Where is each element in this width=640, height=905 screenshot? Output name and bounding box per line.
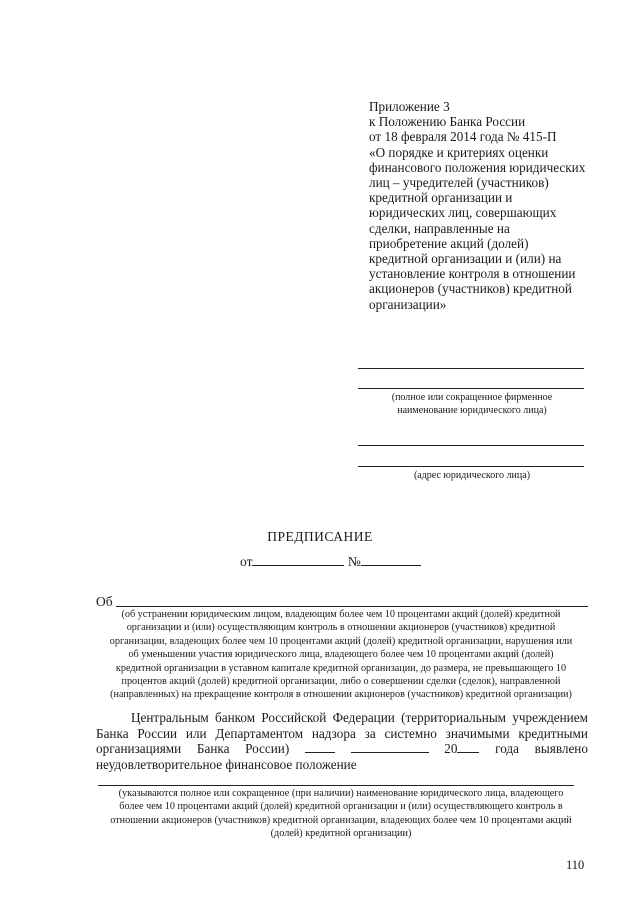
addressee-address-line-1 — [358, 445, 584, 446]
caption-line: об уменьшении участия юридического лица, владеющего более чем 10 процентами акций (долей) — [128, 649, 554, 661]
body-line-2 — [96, 726, 588, 742]
caption-line: процентов акций (долей) кредитной организации, либо о совершении сделки (сделок), направленной — [121, 676, 561, 688]
addressee-name-line-2 — [358, 388, 584, 389]
body-line-3 — [96, 741, 588, 757]
caption-line: (указываются полное или сокращенное (при наличии) наименование юридического лица, владеющего — [118, 788, 564, 799]
body-paragraph — [96, 710, 588, 772]
caption-line: (долей) кредитной организации) — [270, 828, 412, 840]
date-blank — [252, 553, 344, 566]
body-word: Российской — [261, 710, 327, 725]
number-sign: № — [347, 554, 361, 569]
body-word: кредитными — [518, 725, 588, 741]
appendix-line: кредитной организации и — [369, 190, 513, 206]
caption-line: организации, владеющих более чем 10 процентами акций (долей) кредитной организации, нарушения или — [109, 635, 573, 647]
body-word: Департаментом — [215, 725, 304, 741]
appendix-line: юридических лиц, совершающих — [369, 205, 557, 221]
subject-caption — [94, 608, 588, 702]
body-word: Федерации — [332, 710, 395, 725]
body-word: значимыми — [445, 725, 510, 741]
addressee-address-line-2 — [358, 466, 584, 467]
appendix-line: к Положению Банка России — [369, 114, 526, 130]
page-number: 110 — [566, 858, 585, 872]
body-word: России) — [245, 741, 290, 757]
body-word: за — [364, 725, 376, 741]
subject-line — [116, 606, 588, 607]
appendix-line: кредитной организации и (или) на — [369, 251, 562, 267]
caption-line: более чем 10 процентами акций (долей) кредитной организации и (или) осуществляющего контроль в — [119, 801, 563, 813]
subject-label: Об — [96, 594, 113, 609]
date-number-line — [240, 553, 421, 570]
appendix-line: сделки, направленные на — [369, 220, 510, 236]
body-word: организациями — [96, 741, 182, 757]
year-blank — [457, 741, 479, 753]
body-word: учреждением — [512, 710, 588, 725]
body-word: банком — [215, 710, 256, 725]
year-word: года — [495, 741, 519, 757]
appendix-header — [369, 99, 601, 312]
year-group — [444, 741, 479, 757]
appendix-line: установление контроля в отношении — [369, 266, 576, 282]
addressee-name-line-1 — [358, 368, 584, 369]
appendix-line: лиц – учредителей (участников) — [369, 175, 549, 191]
appendix-line: организации» — [369, 296, 447, 312]
appendix-line: «О порядке и критериях оценки — [369, 144, 549, 160]
appendix-line: акционеров (участников) кредитной — [369, 281, 572, 297]
caption-line: отношении акционеров (участников) кредитной организации, владеющих более чем 10 процентами акций — [110, 814, 572, 826]
body-word: системно — [384, 725, 437, 741]
entity-name-line — [98, 785, 574, 786]
entity-name-caption — [94, 787, 588, 841]
date-prefix: от — [240, 554, 253, 569]
body-word: или — [185, 725, 207, 741]
caption-line: (об устранении юридическим лицом, владеющим более чем 10 процентами акций (долей) кредитной — [121, 609, 561, 620]
caption-line: (полное или сокращенное фирменное — [391, 392, 553, 403]
year-prefix: 20 — [444, 741, 458, 757]
month-blank — [351, 741, 429, 753]
number-blank — [361, 553, 421, 566]
appendix-line: финансового положения юридических — [369, 159, 586, 175]
body-word: (территориальным — [401, 710, 507, 725]
body-word: надзора — [311, 725, 356, 741]
addressee-address-caption: (адрес юридического лица) — [413, 470, 531, 481]
caption-line: наименование юридического лица) — [397, 405, 547, 416]
appendix-line: приобретение акций (долей) — [369, 235, 529, 251]
caption-line: (направленных) на прекращение контроля в отношении акционеров (участников) кредитной организации) — [110, 689, 572, 701]
caption-line: кредитной организации в уставном капитале кредитной организации, до размера, не превышающего 10 — [115, 662, 567, 674]
body-text: неудовлетворительное финансовое положение — [96, 756, 357, 772]
body-word: Банка — [196, 741, 230, 757]
document-title: ПРЕДПИСАНИЕ — [267, 529, 373, 544]
body-line-4 — [96, 757, 588, 773]
body-word: Банка — [96, 725, 129, 741]
caption-line: организации и (или) осуществляющим контроль в отношении акционеров (участников) кредитной — [126, 622, 556, 634]
day-blank — [305, 741, 335, 753]
body-word: России — [137, 725, 178, 741]
body-word: Центральным — [131, 710, 209, 725]
found-word: выявлено — [534, 741, 588, 757]
body-line-1 — [96, 710, 588, 726]
appendix-line: от 18 февраля 2014 года № 415-П — [369, 129, 557, 145]
addressee-name-caption — [352, 391, 592, 417]
appendix-line: Приложение 3 — [369, 99, 450, 114]
